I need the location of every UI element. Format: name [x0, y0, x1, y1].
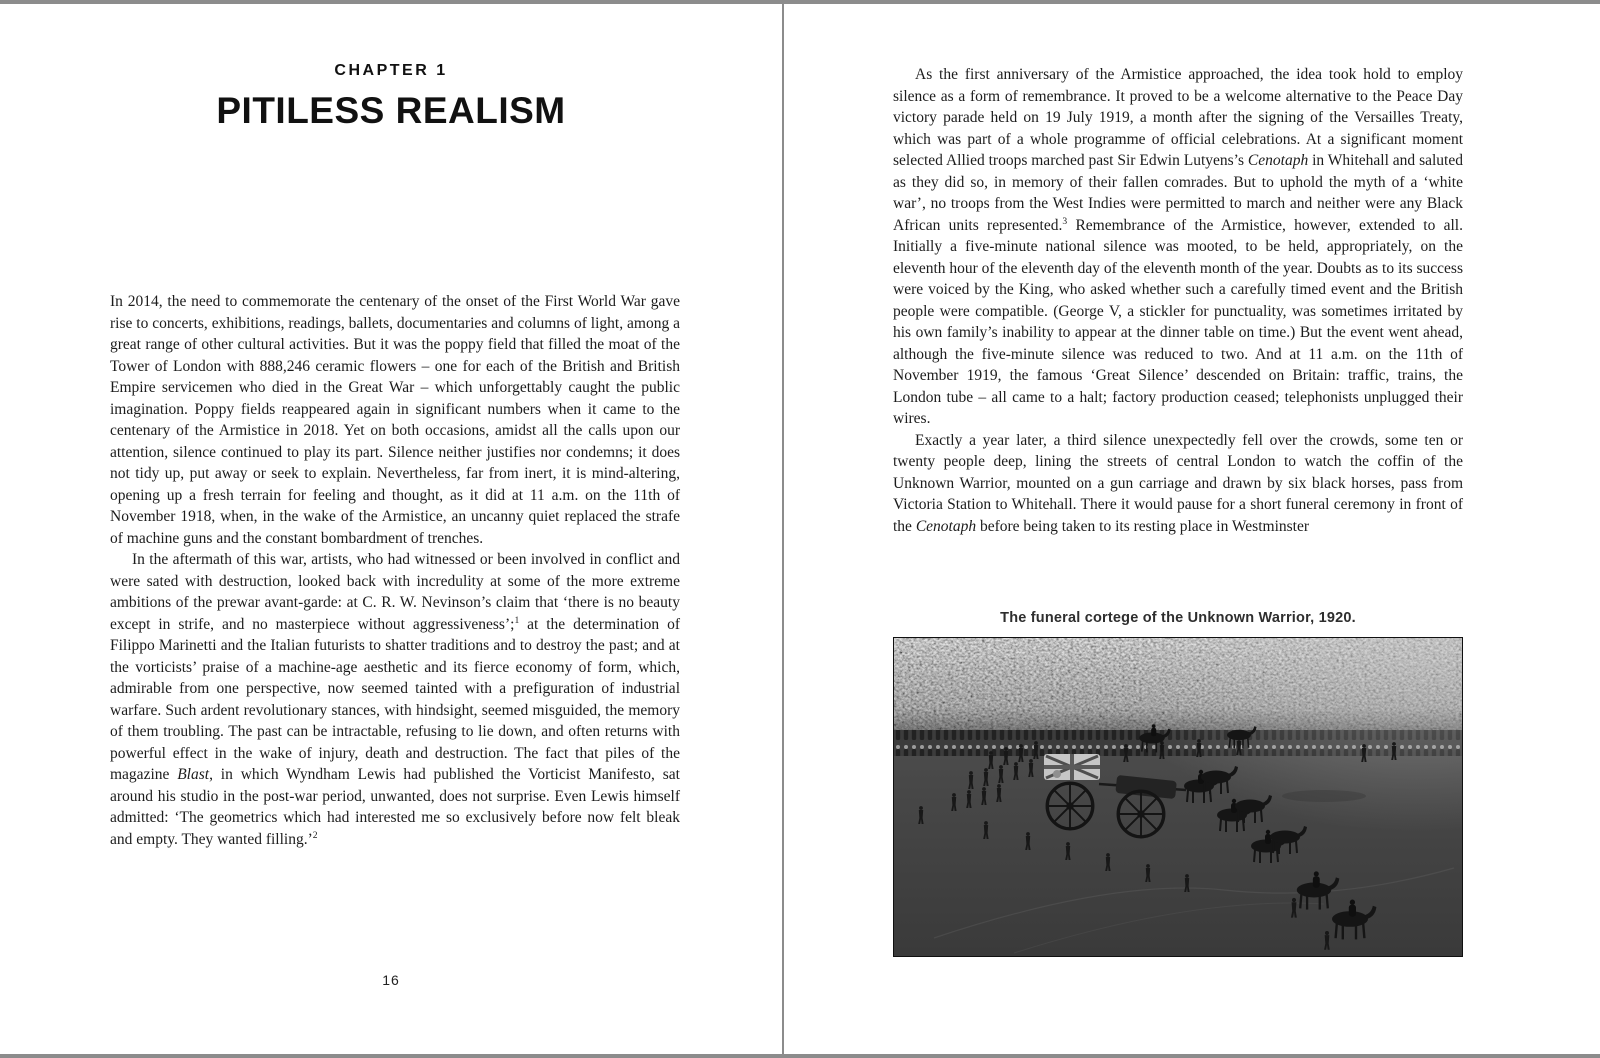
- right-page: [784, 0, 1600, 1058]
- left-page-body-text: [110, 291, 680, 850]
- page-number: 16: [382, 972, 400, 988]
- funeral-cortege-photo: [893, 637, 1463, 957]
- paragraph: As the first anniversary of the Armistice approached, the idea took hold to employ silence as a form of remembrance. It proved to be a welcome alternative to the Peace Day victory parade held on 19 July 1919, a month after the signing of the Versailles Treaty, which was part of a whole programme of official celebrations. At a significant moment selected Allied troops marched past Sir Edwin Lutyens’s Cenotaph in Whitehall and saluted as they did so, in memory of their fallen comrades. But to uphold the myth of a ‘white war’, no troops from the West Indies were permitted to march and neither were any Black African units represented.$^3$ Remembrance of the Armistice, however, extended to all. Initially a five-minute national silence was mooted, to be held, appropriately, on the eleventh hour of the eleventh day of the eleventh month of the year. Doubts as to its success were voiced by the King, who asked whether such a carefully timed event and the British people were compatible. (George V, a stickler for punctuality, was sometimes irritated by his own family’s inability to appear at the dinner table on time.) But the event went ahead, although the five-minute silence was reduced to two. And at 11 a.m. on the 11th of November 1919, the famous ‘Great Silence’ descended on Britain: traffic, trains, the London tube – all came to a halt; factory production ceased; telephonists unplugged their wires.: [893, 66, 1463, 427]
- chapter-title: PITILESS REALISM: [216, 90, 566, 131]
- figure-block: [893, 610, 1463, 957]
- right-page-body-text: [893, 64, 1463, 537]
- left-page: [0, 0, 782, 1058]
- paragraph: In the aftermath of this war, artists, who had witnessed or been involved in conflict and were sated with destruction, looked back with incredulity at some of the more extreme ambitions of the prewar avant-garde: at C. R. W. Nevinson’s claim that ‘there is no beauty except in strife, and no masterpiece without aggressiveness’;$^1$ at the determination of Filippo Marinetti and the Italian futurists to shatter traditions and to destroy the past; and at the vorticists’ praise of a machine-age aesthetic and its fierce economy of form, which, admirable from one perspective, now seemed tainted with a prefiguration of industrial warfare. Such ardent revolutionary stances, with hindsight, seemed misguided, the memory of them troubling. The past can be intractable, refusing to lie down, and often returns with powerful effect in the wake of injury, death and destruction. The fact that piles of the magazine Blast, in which Wyndham Lewis had published the Vorticist Manifesto, sat around his studio in the post-war period, unwanted, does not surprise. Even Lewis himself admitted: ‘The geometrics which had interested me so exclusively before now felt bleak and empty. They wanted filling.’$^2$: [110, 551, 680, 848]
- chapter-label: CHAPTER 1: [334, 62, 448, 79]
- paragraph: Exactly a year later, a third silence unexpectedly fell over the crowds, some ten or twenty people deep, lining the streets of central London to watch the coffin of the Unknown Warrior, mounted on a gun carriage and drawn by six black horses, pass from Victoria Station to Whitehall. There it would pause for a short funeral ceremony in front of the Cenotaph before being taken to its resting place in Westminster: [893, 431, 1463, 535]
- paragraph: In 2014, the need to commemorate the centenary of the onset of the First World War gave rise to concerts, exhibitions, readings, ballets, documentaries and columns of light, among a great range of other cultural activities. But it was the poppy field that filled the moat of the Tower of London with 888,246 ceramic flowers – one for each of the British and British Empire servicemen who died in the Great War – which unforgettably caught the public imagination. Poppy fields reappeared again in significant numbers when it came to the centenary of the Armistice in 2018. Yet on both occasions, amidst all the calls upon our attention, silence continued to play its part. Silence neither justifies nor condemns; it does not tidy up, put away or seek to explain. Nevertheless, far from inert, it is mind-altering, opening up a fresh terrain for feeling and thought, as it did at 11 a.m. on the 11th of November 1918, when, in the wake of the Armistice, an uncanny quiet replaced the strafe of machine guns and the constant bombardment of trenches.: [110, 293, 680, 547]
- figure-caption: The funeral cortege of the Unknown Warrior, 1920.: [1000, 610, 1356, 626]
- flag-draped-coffin: [1044, 754, 1100, 780]
